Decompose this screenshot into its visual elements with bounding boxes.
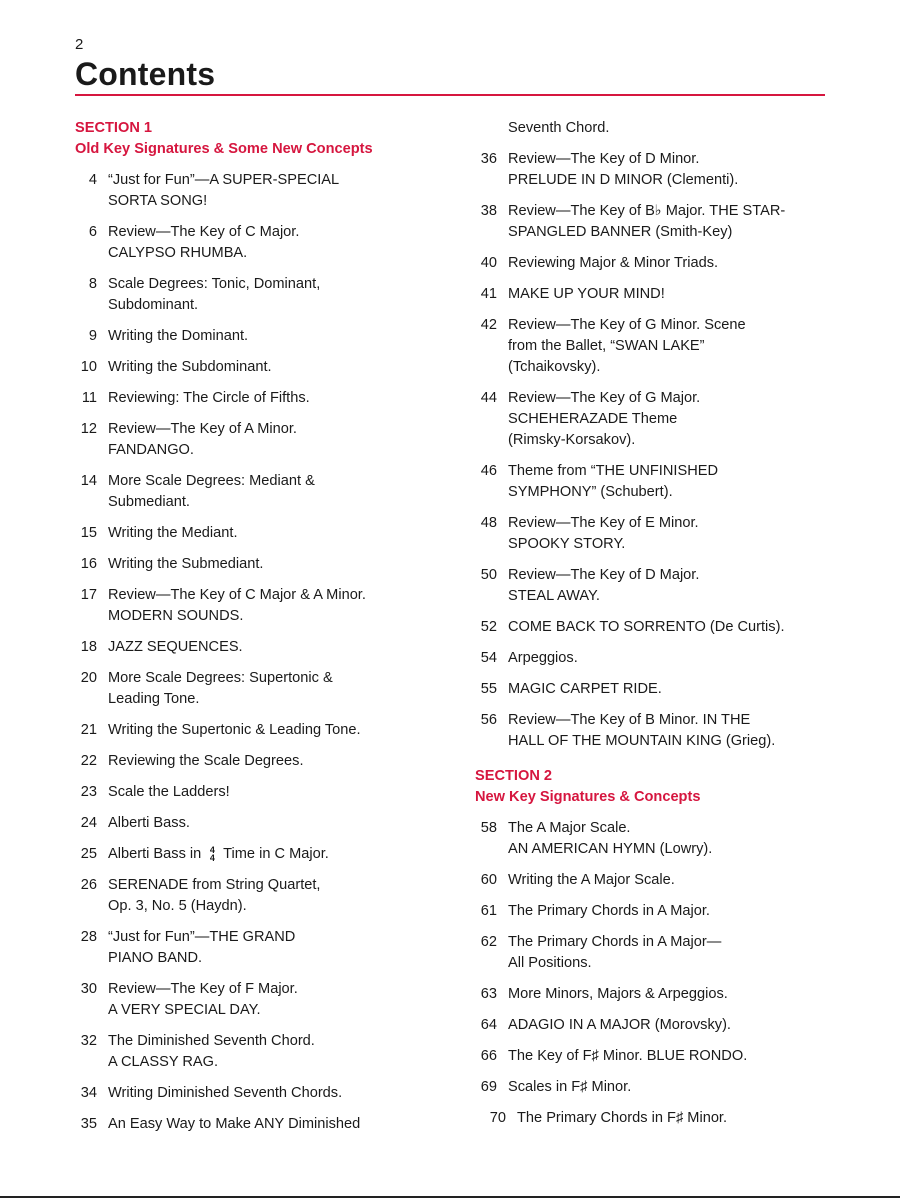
toc-entry[interactable] [484, 1108, 845, 1129]
toc-page-number: 44 [480, 390, 497, 406]
toc-entry-title: SERENADE from String Quartet, Op. 3, No. 5 (Haydn). [108, 877, 321, 914]
toc-entry[interactable] [75, 751, 455, 772]
toc-entry[interactable] [75, 668, 455, 710]
section-2-subtitle: New Key Signatures & Concepts [475, 789, 701, 805]
toc-entry-title: MAGIC CARPET RIDE. [508, 681, 662, 697]
toc-entry-title: “Just for Fun”—THE GRAND PIANO BAND. [108, 929, 296, 966]
toc-entry[interactable] [75, 637, 455, 658]
toc-entry[interactable] [475, 284, 845, 305]
toc-entry-title: The Diminished Seventh Chord. A CLASSY RAG. [108, 1033, 315, 1070]
toc-entry-title: An Easy Way to Make ANY Diminished [108, 1116, 361, 1132]
toc-page-number: 56 [480, 712, 497, 728]
toc-entry-title: Writing the Supertonic & Leading Tone. [108, 722, 361, 738]
time-signature-icon: 4 4 [209, 845, 215, 864]
toc-entry[interactable] [475, 648, 845, 669]
toc-page-number: 10 [80, 359, 97, 375]
toc-entry[interactable] [75, 585, 455, 627]
toc-entry[interactable] [75, 554, 455, 575]
toc-page-number: 54 [480, 650, 497, 666]
toc-entry[interactable] [75, 274, 455, 316]
toc-page-number: 35 [80, 1116, 97, 1132]
toc-entry-title: MAKE UP YOUR MIND! [508, 286, 665, 302]
toc-entry-title: Writing the A Major Scale. [508, 872, 675, 888]
toc-page-number: 61 [480, 903, 497, 919]
toc-page-number: 70 [489, 1110, 506, 1126]
toc-entry[interactable] [75, 979, 455, 1021]
toc-entry-title: Theme from “THE UNFINISHED SYMPHONY” (Schubert). [508, 463, 719, 500]
toc-list [475, 149, 845, 752]
toc-entry-title: The Primary Chords in A Major. [508, 903, 710, 919]
toc-page-number: 38 [480, 203, 497, 219]
toc-entry[interactable] [475, 617, 845, 638]
toc-entry[interactable] [75, 782, 455, 803]
toc-page-number: 58 [480, 820, 497, 836]
toc-page-number: 12 [80, 421, 97, 437]
toc-entry-title: COME BACK TO SORRENTO (De Curtis). [508, 619, 785, 635]
toc-entry-title: The Key of F♯ Minor. BLUE RONDO. [508, 1048, 748, 1064]
toc-entry-title: Review—The Key of A Minor. FANDANGO. [108, 421, 297, 458]
toc-entry[interactable] [475, 315, 845, 378]
toc-entry[interactable] [75, 170, 455, 212]
toc-entry-title: Writing the Dominant. [108, 328, 249, 344]
toc-entry[interactable] [475, 201, 845, 243]
toc-entry[interactable] [75, 1031, 455, 1073]
toc-entry-title: Reviewing Major & Minor Triads. [508, 255, 719, 271]
toc-page-number: 15 [80, 525, 97, 541]
toc-entry-title: More Scale Degrees: Supertonic & Leading Tone. [108, 670, 333, 707]
toc-page-number: 42 [480, 317, 497, 333]
toc-entry[interactable] [75, 927, 455, 969]
toc-entry[interactable] [475, 1015, 845, 1036]
toc-entry[interactable] [475, 1077, 845, 1098]
toc-page-number: 55 [480, 681, 497, 697]
toc-entry-title [108, 844, 329, 865]
toc-entry-title: Writing the Mediant. [108, 525, 238, 541]
toc-page-number: 40 [480, 255, 497, 271]
toc-page-number: 16 [80, 556, 97, 572]
toc-list [75, 875, 455, 1135]
toc-page-number: 4 [88, 172, 97, 188]
toc-entry-title: Writing Diminished Seventh Chords. [108, 1085, 343, 1101]
toc-page-number: 36 [480, 151, 497, 167]
toc-entry-title: Review—The Key of D Major. STEAL AWAY. [508, 567, 700, 604]
toc-page-number: 25 [80, 846, 97, 862]
toc-entry-title: Writing the Submediant. [108, 556, 264, 572]
toc-page-number: 30 [80, 981, 97, 997]
toc-page-number: 22 [80, 753, 97, 769]
toc-page-number: 63 [480, 986, 497, 1002]
toc-entry[interactable] [475, 901, 845, 922]
toc-page-number: 14 [80, 473, 97, 489]
toc-entry[interactable] [75, 875, 455, 917]
toc-page-number: 23 [80, 784, 97, 800]
toc-entry[interactable] [75, 523, 455, 544]
toc-page-number: 60 [480, 872, 497, 888]
toc-entry[interactable] [75, 720, 455, 741]
toc-entry[interactable] [475, 818, 845, 860]
toc-page-number: 41 [480, 286, 497, 302]
toc-entry[interactable] [475, 253, 845, 274]
toc-entry-title: Scale the Ladders! [108, 784, 230, 800]
toc-entry-title: Review—The Key of C Major. CALYPSO RHUMBA. [108, 224, 300, 261]
toc-entry-title: The Primary Chords in F♯ Minor. [517, 1110, 728, 1126]
toc-entry-title: Reviewing the Scale Degrees. [108, 753, 304, 769]
toc-entry[interactable] [75, 222, 455, 264]
toc-page-number: 8 [88, 276, 97, 292]
title-rule [75, 94, 825, 96]
toc-entry-title: Review—The Key of C Major & A Minor. MODERN SOUNDS. [108, 587, 366, 624]
toc-entry-title: Review—The Key of E Minor. SPOOKY STORY. [508, 515, 699, 552]
toc-entry-title: ADAGIO IN A MAJOR (Morovsky). [508, 1017, 731, 1033]
toc-page-number: 64 [480, 1017, 497, 1033]
toc-entry-title: Scales in F♯ Minor. [508, 1079, 632, 1095]
toc-entry-text: Alberti Bass in [108, 846, 202, 862]
toc-page-number: 17 [80, 587, 97, 603]
toc-entry[interactable] [475, 149, 845, 191]
toc-entry-title: Arpeggios. [508, 650, 578, 666]
toc-entry-title: Review—The Key of B Minor. IN THE HALL OF THE MOUNTAIN KING (Grieg). [508, 712, 776, 749]
toc-page-number: 32 [80, 1033, 97, 1049]
toc-page-number: 9 [88, 328, 97, 344]
toc-list [75, 170, 455, 834]
toc-entry-title: More Scale Degrees: Mediant & Submediant. [108, 473, 315, 510]
toc-entry[interactable] [475, 461, 845, 503]
section-2-label: SECTION 2 [475, 768, 553, 784]
toc-page-number: 20 [80, 670, 97, 686]
toc-page-number: 62 [480, 934, 497, 950]
toc-entry-title: More Minors, Majors & Arpeggios. [508, 986, 728, 1002]
toc-entry-title: “Just for Fun”—A SUPER-SPECIAL SORTA SONG! [108, 172, 340, 209]
toc-page-number: 11 [81, 390, 97, 406]
toc-page-number: 48 [480, 515, 497, 531]
toc-entry[interactable] [75, 419, 455, 461]
toc-entry[interactable] [75, 1114, 455, 1135]
toc-list [475, 818, 845, 1098]
toc-entry[interactable] [475, 870, 845, 891]
toc-entry[interactable] [475, 388, 845, 451]
toc-entry-title: Alberti Bass. [108, 815, 190, 831]
toc-page-number: 34 [80, 1085, 97, 1101]
toc-entry[interactable] [75, 844, 455, 865]
toc-entry[interactable] [475, 984, 845, 1005]
toc-entry[interactable] [475, 932, 845, 974]
toc-entry-title: The A Major Scale. AN AMERICAN HYMN (Lowry). [508, 820, 713, 857]
toc-page-number: 24 [80, 815, 97, 831]
toc-entry-title: Scale Degrees: Tonic, Dominant, Subdominant. [108, 276, 321, 313]
toc-page-number: 21 [80, 722, 97, 738]
toc-entry[interactable] [75, 471, 455, 513]
toc-entry-title: Review—The Key of D Minor. PRELUDE IN D MINOR (Clementi). [508, 151, 739, 188]
toc-entry-title: Review—The Key of B♭ Major. THE STAR- SPANGLED BANNER (Smith-Key) [508, 203, 786, 240]
toc-entry-title: JAZZ SEQUENCES. [108, 639, 243, 655]
toc-entry[interactable] [475, 1046, 845, 1067]
toc-page-number: 66 [480, 1048, 497, 1064]
toc-entry[interactable] [475, 565, 845, 607]
page-number: 2 [75, 36, 84, 53]
toc-entry[interactable] [75, 388, 455, 409]
toc-entry-title: Review—The Key of F Major. A VERY SPECIAL DAY. [108, 981, 298, 1018]
toc-entry-title: Reviewing: The Circle of Fifths. [108, 390, 310, 406]
contents-right-column [475, 118, 845, 1139]
toc-entry[interactable] [475, 710, 845, 752]
toc-entry-title: Review—The Key of G Minor. Scene from the Ballet, “SWAN LAKE” (Tchaikovsky). [508, 317, 746, 375]
toc-page-number: 6 [88, 224, 97, 240]
toc-entry[interactable] [75, 357, 455, 378]
toc-entry-title: The Primary Chords in A Major— All Positions. [508, 934, 722, 971]
toc-entry[interactable] [75, 1083, 455, 1104]
section-1-subtitle: Old Key Signatures & Some New Concepts [75, 141, 373, 157]
toc-entry[interactable] [75, 813, 455, 834]
toc-page-number: 18 [80, 639, 97, 655]
toc-entry[interactable] [475, 679, 845, 700]
toc-entry[interactable] [75, 326, 455, 347]
toc-page-number: 28 [80, 929, 97, 945]
toc-entry-continuation: Seventh Chord. [508, 120, 610, 136]
toc-page-number: 26 [80, 877, 97, 893]
bottom-rule [0, 1196, 900, 1198]
toc-entry-text: Time in C Major. [223, 846, 329, 862]
contents-left-column [75, 118, 455, 1145]
toc-page-number: 52 [480, 619, 497, 635]
toc-entry[interactable] [475, 513, 845, 555]
toc-page-number: 69 [480, 1079, 497, 1095]
toc-entry-title: Writing the Subdominant. [108, 359, 272, 375]
toc-page-number: 46 [480, 463, 497, 479]
toc-page-number: 50 [480, 567, 497, 583]
toc-entry-title: Review—The Key of G Major. SCHEHERAZADE Theme (Rimsky-Korsakov). [508, 390, 701, 448]
page-title: Contents [75, 56, 216, 92]
section-1-label: SECTION 1 [75, 120, 153, 136]
